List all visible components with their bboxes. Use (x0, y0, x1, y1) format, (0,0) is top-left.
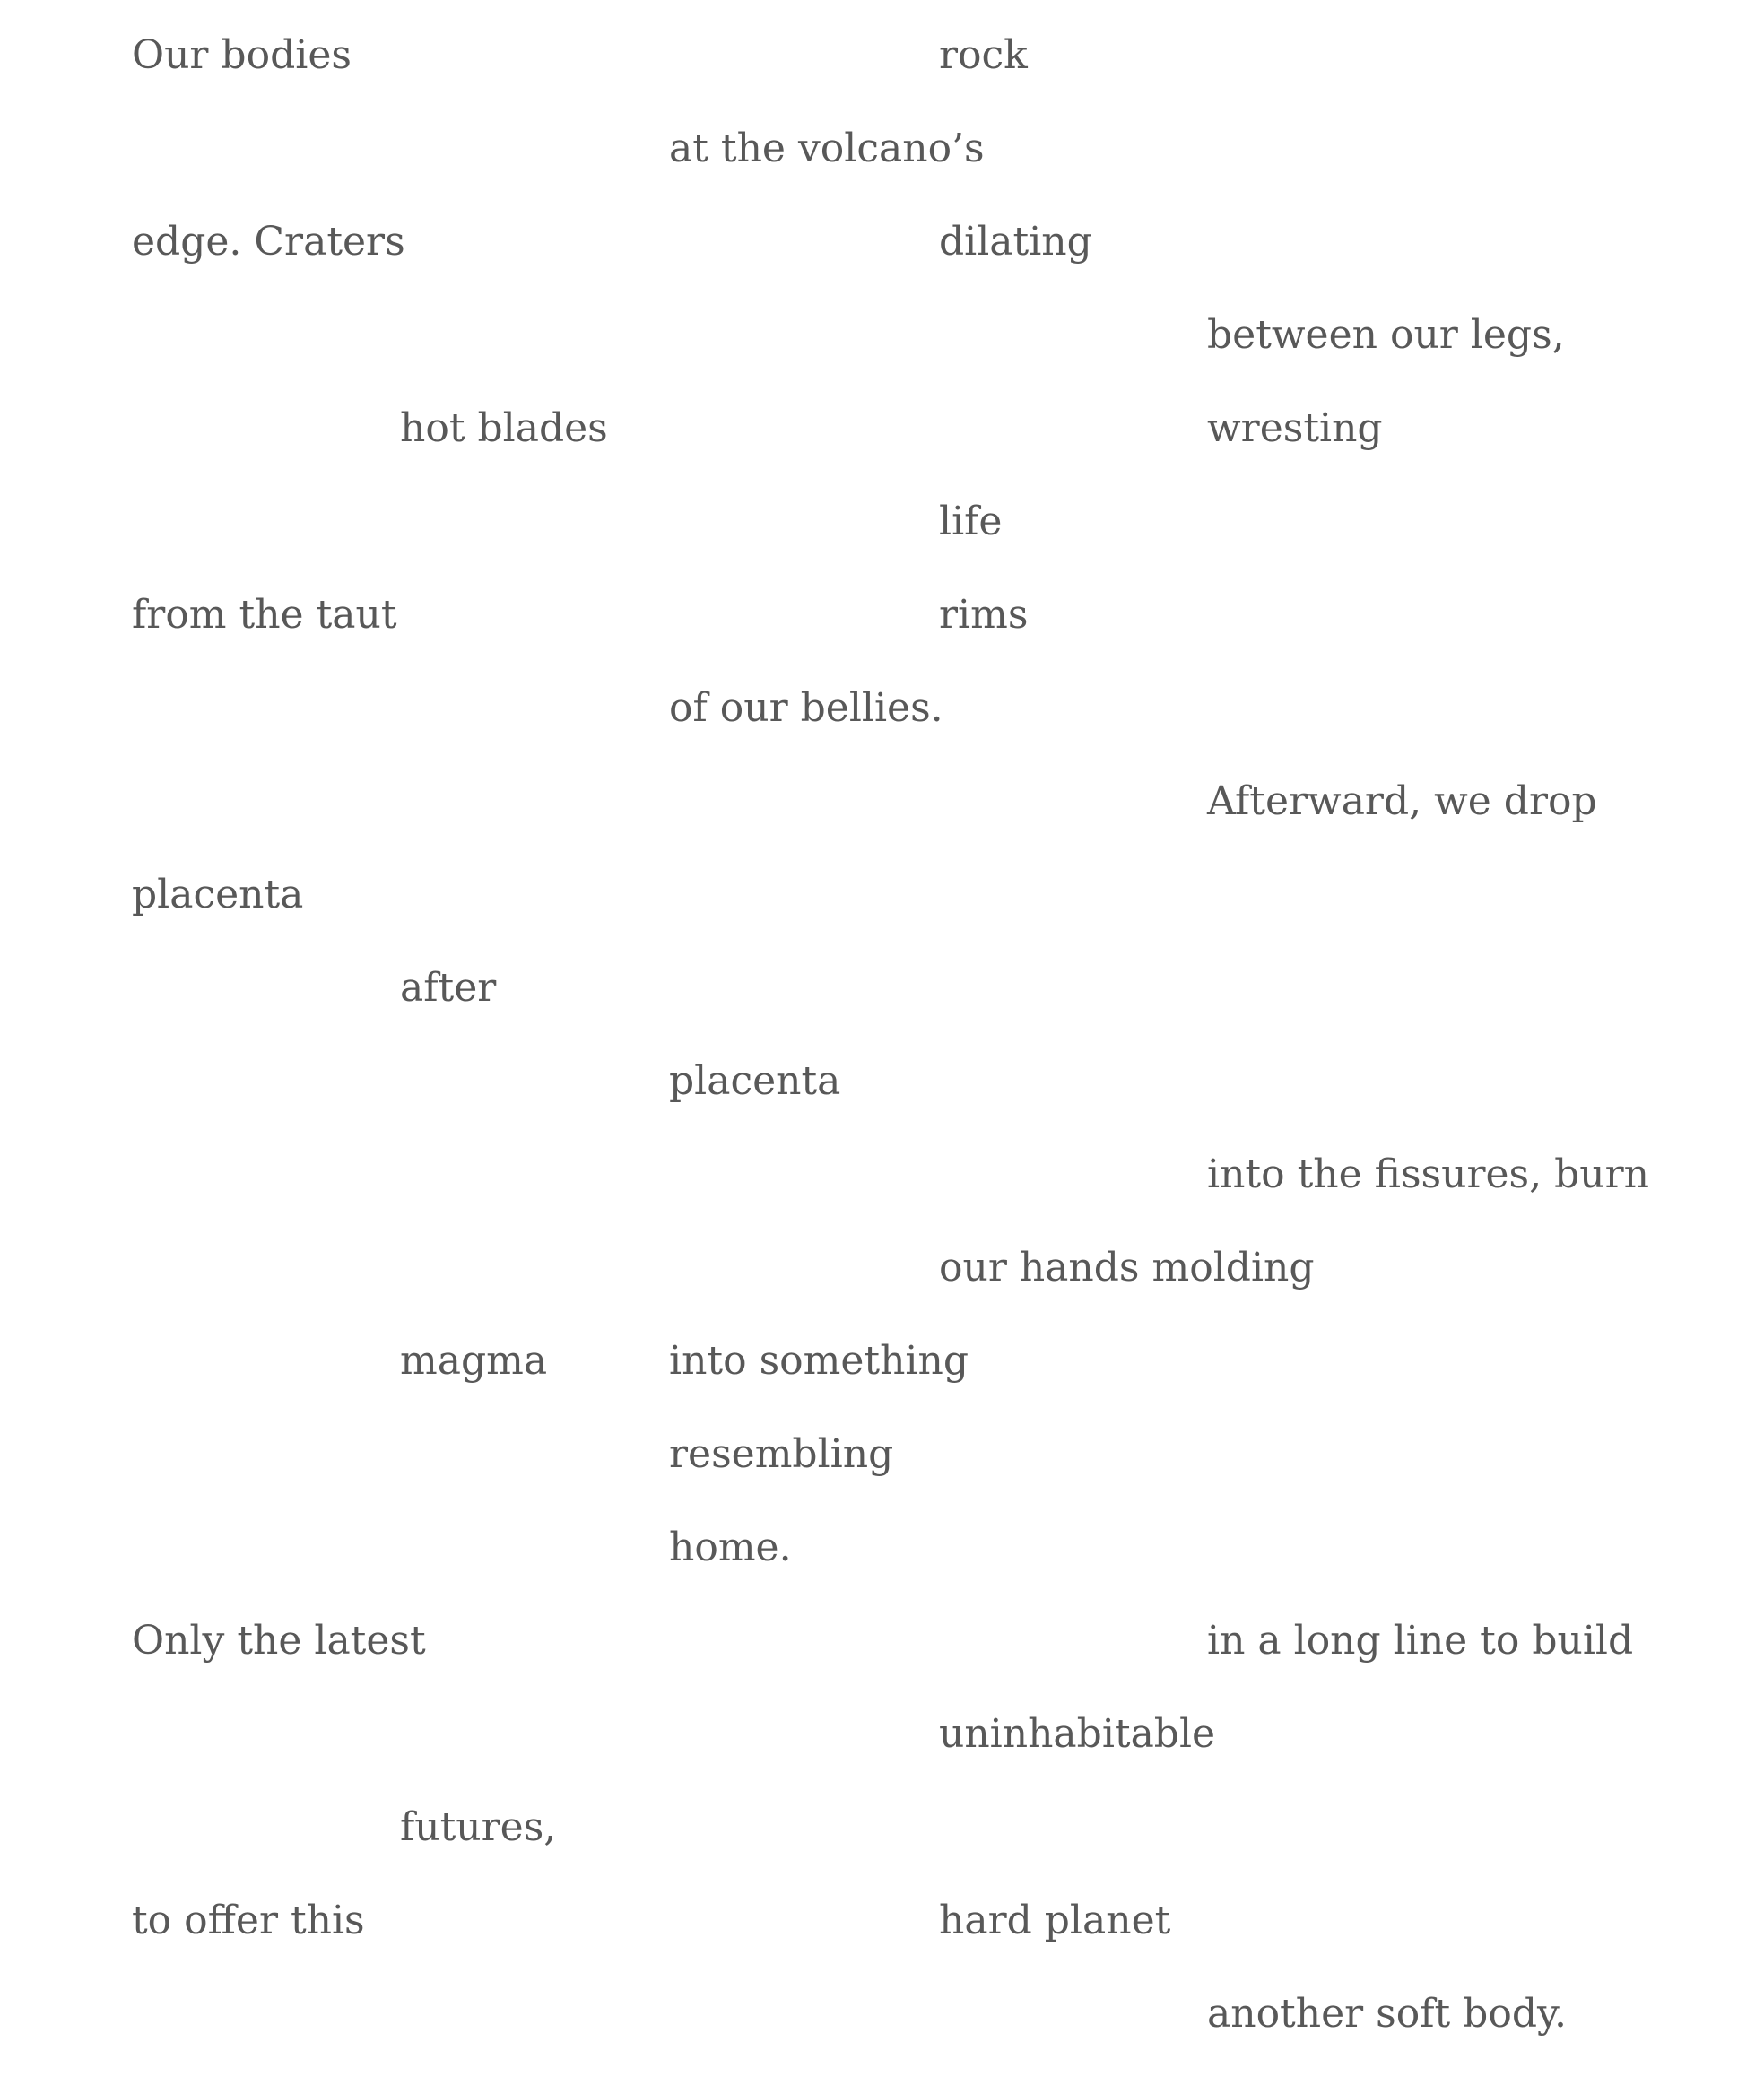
poem-fragment: Our bodies (132, 32, 352, 78)
poem-line (0, 1991, 1764, 2088)
poem-fragment: Afterward, we drop (1207, 778, 1597, 824)
poem-fragment: hard planet (939, 1898, 1171, 1943)
poem-line (0, 778, 1764, 875)
poem-line (0, 1245, 1764, 1342)
poem-line (0, 405, 1764, 502)
poem-line (0, 219, 1764, 316)
poem-line (0, 872, 1764, 969)
poem-line (0, 1898, 1764, 1994)
poem-line (0, 126, 1764, 222)
poem-fragment: magma (400, 1338, 548, 1384)
poem-fragment: after (400, 965, 497, 1011)
poem-line (0, 499, 1764, 595)
poem-fragment: wresting (1207, 405, 1383, 451)
poem-line (0, 1151, 1764, 1248)
poem-fragment: to offer this (132, 1898, 365, 1943)
poem-line (0, 592, 1764, 689)
poem-fragment: resembling (669, 1431, 894, 1477)
poem-fragment: rims (939, 592, 1029, 638)
poem-fragment: between our legs, (1207, 312, 1565, 358)
poem-line (0, 1058, 1764, 1155)
poem-line (0, 312, 1764, 409)
poem-line (0, 1711, 1764, 1808)
poem-fragment: life (939, 499, 1003, 544)
poem-fragment: placenta (132, 872, 304, 917)
poem-line (0, 32, 1764, 129)
poem-line (0, 685, 1764, 782)
poem-fragment: into the fissures, burn (1207, 1151, 1649, 1197)
poem-fragment: Only the latest (132, 1618, 426, 1664)
poem-line (0, 1618, 1764, 1715)
poem-fragment: futures, (400, 1804, 557, 1850)
poem-fragment: uninhabitable (939, 1711, 1216, 1757)
poem-fragment: home. (669, 1525, 792, 1570)
poem-fragment: dilating (939, 219, 1092, 265)
poem-line (0, 1804, 1764, 1901)
poem-fragment: rock (939, 32, 1028, 78)
poem-fragment: hot blades (400, 405, 608, 451)
poem-line (0, 1431, 1764, 1528)
poem-fragment: into something (669, 1338, 969, 1384)
poem-line (0, 1525, 1764, 1621)
poem-fragment: at the volcano’s (669, 126, 985, 171)
poem-fragment: our hands molding (939, 1245, 1315, 1290)
poem-fragment: placenta (669, 1058, 841, 1104)
poem-fragment: from the taut (132, 592, 397, 638)
poem-fragment: of our bellies. (669, 685, 943, 731)
poem-fragment: in a long line to build (1207, 1618, 1634, 1664)
poem-fragment: edge. Craters (132, 219, 405, 265)
poem-line (0, 1338, 1764, 1435)
poem-fragment: another soft body. (1207, 1991, 1567, 2037)
poem-line (0, 965, 1764, 1062)
